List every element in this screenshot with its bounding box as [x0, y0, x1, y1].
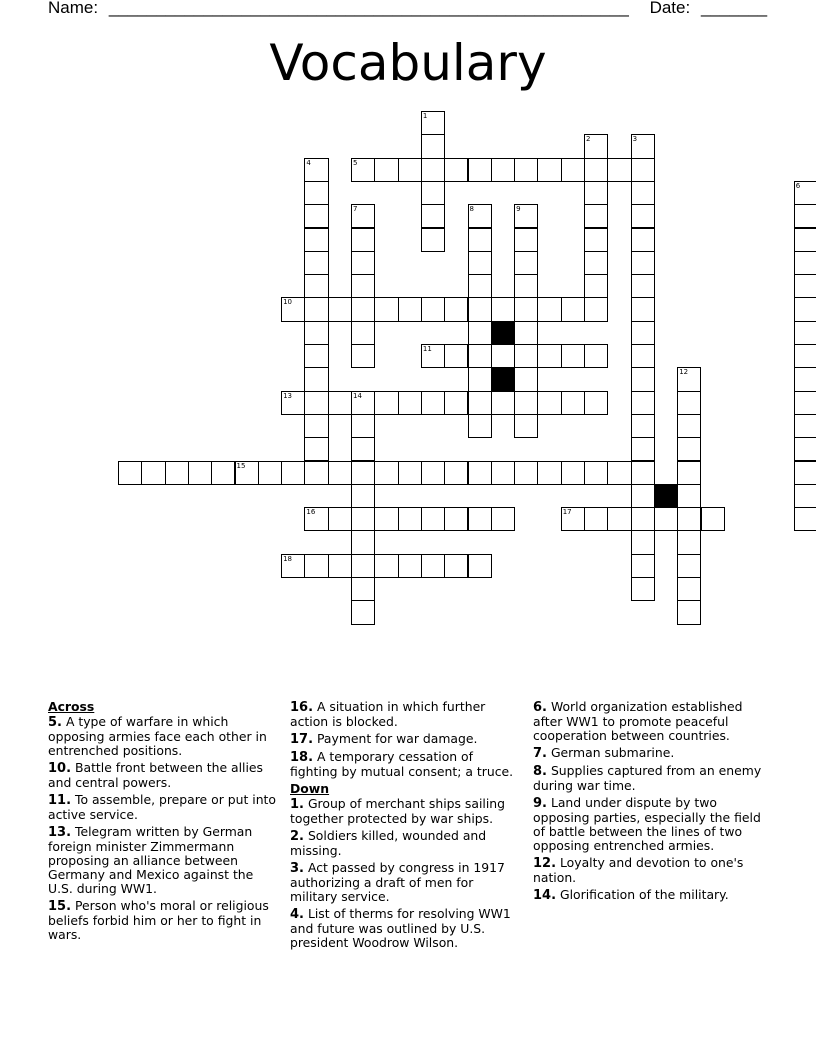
clue-column-2: [290, 700, 522, 953]
crossword-cell[interactable]: [468, 414, 492, 438]
crossword-cell[interactable]: [584, 391, 608, 415]
crossword-cell[interactable]: [677, 367, 701, 391]
clue-text: German submarine.: [550, 745, 675, 760]
crossword-cell[interactable]: [631, 554, 655, 578]
crossword-cell[interactable]: [654, 507, 678, 531]
clue-across-15: [48, 899, 276, 942]
page-title: Vocabulary: [269, 34, 547, 92]
crossword-cell[interactable]: [328, 391, 352, 415]
crossword-cell[interactable]: [281, 461, 305, 485]
crossword-cell[interactable]: [631, 437, 655, 461]
crossword-cell[interactable]: [304, 391, 328, 415]
clue-number-label: 6: [795, 181, 801, 190]
crossword-cell[interactable]: [794, 204, 816, 228]
crossword-cell[interactable]: [351, 321, 375, 345]
crossword-cell[interactable]: [584, 274, 608, 298]
crossword-cell[interactable]: [421, 228, 445, 252]
crossword-cell[interactable]: [351, 297, 375, 321]
clue-number: 7.: [533, 746, 547, 761]
clue-text: Telegram written by German foreign minister Zimmermann proposing an alliance between Germany and Mexico against the U.S. during WW1.: [48, 824, 254, 896]
crossword-cell[interactable]: [351, 274, 375, 298]
crossword-cell[interactable]: [304, 461, 328, 485]
crossword-cell[interactable]: [304, 507, 328, 531]
clue-number-label: 1: [422, 112, 428, 120]
clue-number: 12.: [533, 856, 557, 871]
crossword-cell[interactable]: [444, 158, 468, 182]
crossword-cell[interactable]: [304, 251, 328, 275]
crossword-cell[interactable]: [631, 391, 655, 415]
crossword-cell[interactable]: [211, 461, 235, 485]
crossword-cell[interactable]: [537, 297, 561, 321]
clue-down-12: [533, 856, 763, 885]
crossword-cell[interactable]: [514, 251, 538, 275]
crossword-cell[interactable]: [794, 251, 816, 275]
crossword-cell[interactable]: [561, 461, 585, 485]
crossword-cell[interactable]: [631, 134, 655, 158]
clue-across-11: [48, 793, 276, 822]
crossword-cell[interactable]: [677, 484, 701, 508]
crossword-cell[interactable]: [468, 204, 492, 228]
crossword-cell[interactable]: [304, 321, 328, 345]
clue-number: 14.: [533, 888, 557, 903]
crossword-cell[interactable]: [421, 111, 445, 135]
crossword-cell[interactable]: [351, 204, 375, 228]
clue-text: A situation in which further action is blocked.: [290, 699, 486, 729]
clue-text: Person who's moral or religious beliefs forbid him or her to fight in wars.: [48, 898, 269, 942]
crossword-cell[interactable]: [677, 577, 701, 601]
crossword-cell[interactable]: [561, 507, 585, 531]
crossword-cell[interactable]: [607, 461, 631, 485]
crossword-cell[interactable]: [304, 344, 328, 368]
clue-number: 15.: [48, 899, 72, 914]
crossword-cell[interactable]: [631, 461, 655, 485]
clue-number-label: 16: [306, 508, 316, 517]
crossword-cell[interactable]: [304, 554, 328, 578]
crossword-cell[interactable]: [794, 344, 816, 368]
crossword-cell[interactable]: [421, 554, 445, 578]
clue-text: List of therms for resolving WW1 and future was outlined by U.S. president Woodrow Wilson.: [290, 906, 511, 950]
clue-down-2: [290, 829, 522, 858]
crossword-cell[interactable]: [584, 461, 608, 485]
clue-across-16: [290, 700, 522, 729]
crossword-cell[interactable]: [794, 274, 816, 298]
crossword-cell[interactable]: [398, 507, 422, 531]
crossword-block: [491, 321, 515, 345]
across-heading: Across: [48, 699, 95, 714]
crossword-cell[interactable]: [188, 461, 212, 485]
crossword-cell[interactable]: [351, 158, 375, 182]
crossword-cell[interactable]: [491, 344, 515, 368]
crossword-cell[interactable]: [631, 414, 655, 438]
crossword-cell[interactable]: [631, 507, 655, 531]
crossword-cell[interactable]: [584, 228, 608, 252]
clue-number-label: 14: [353, 391, 362, 400]
clue-number: 4.: [290, 907, 304, 922]
clue-number: 11.: [48, 793, 72, 808]
crossword-cell[interactable]: [677, 414, 701, 438]
crossword-cell[interactable]: [631, 158, 655, 182]
clue-number-label: 11: [422, 345, 432, 353]
crossword-cell[interactable]: [514, 414, 538, 438]
clue-down-3: [290, 861, 522, 904]
clue-number-label: 9: [516, 205, 521, 214]
crossword-cell[interactable]: [304, 437, 328, 461]
crossword-cell[interactable]: [794, 437, 816, 461]
crossword-cell[interactable]: [584, 204, 608, 228]
crossword-cell[interactable]: [677, 530, 701, 554]
crossword-cell[interactable]: [398, 297, 422, 321]
crossword-cell[interactable]: [374, 158, 398, 182]
crossword-cell[interactable]: [421, 204, 445, 228]
crossword-cell[interactable]: [351, 414, 375, 438]
crossword-cell[interactable]: [677, 554, 701, 578]
clue-number-label: 5: [353, 158, 358, 167]
crossword-cell[interactable]: [677, 600, 701, 624]
crossword-cell[interactable]: [514, 274, 538, 298]
crossword-cell[interactable]: [584, 507, 608, 531]
crossword-cell[interactable]: [304, 367, 328, 391]
clue-text: Act passed by congress in 1917 authorizing a draft of men for military service.: [290, 860, 505, 904]
clue-down-14: [533, 888, 763, 903]
clue-number-label: 7: [353, 205, 358, 214]
crossword-block: [654, 484, 678, 508]
clue-text: A type of warfare in which opposing armies face each other in entrenched positions.: [48, 714, 267, 758]
clue-number-label: 8: [469, 205, 474, 214]
clue-number: 16.: [290, 700, 314, 715]
crossword-cell[interactable]: [468, 367, 492, 391]
crossword-cell[interactable]: [421, 158, 445, 182]
crossword-cell[interactable]: [351, 577, 375, 601]
crossword-cell[interactable]: [677, 391, 701, 415]
crossword-cell[interactable]: [374, 297, 398, 321]
clue-text: Glorification of the military.: [559, 887, 729, 902]
crossword-cell[interactable]: [141, 461, 165, 485]
crossword-cell[interactable]: [421, 391, 445, 415]
crossword-cell[interactable]: [514, 367, 538, 391]
name-line[interactable]: _______________________________________________________: [108, 0, 629, 17]
crossword-cell[interactable]: [374, 507, 398, 531]
crossword-cell[interactable]: [794, 461, 816, 485]
crossword-cell[interactable]: [561, 391, 585, 415]
clue-down-7: [533, 746, 763, 761]
clue-number-label: 2: [586, 135, 591, 144]
crossword-cell[interactable]: [514, 461, 538, 485]
crossword-cell[interactable]: [351, 461, 375, 485]
crossword-cell[interactable]: [514, 391, 538, 415]
crossword-cell[interactable]: [794, 414, 816, 438]
crossword-cell[interactable]: [468, 391, 492, 415]
crossword-cell[interactable]: [281, 391, 305, 415]
crossword-cell[interactable]: [514, 321, 538, 345]
clue-number: 1.: [290, 797, 304, 812]
crossword-cell[interactable]: [584, 134, 608, 158]
clue-column-1: [48, 700, 276, 945]
crossword-cell[interactable]: [794, 181, 816, 205]
clue-text: Supplies captured from an enemy during war time.: [533, 763, 762, 793]
crossword-cell[interactable]: [514, 228, 538, 252]
crossword-cell[interactable]: [351, 391, 375, 415]
crossword-cell[interactable]: [514, 158, 538, 182]
crossword-cell[interactable]: [468, 461, 492, 485]
crossword-cell[interactable]: [351, 507, 375, 531]
crossword-cell[interactable]: [304, 228, 328, 252]
crossword-cell[interactable]: [421, 134, 445, 158]
clue-number: 6.: [533, 700, 547, 715]
crossword-cell[interactable]: [421, 344, 445, 368]
crossword-cell[interactable]: [351, 530, 375, 554]
crossword-cell[interactable]: [304, 274, 328, 298]
crossword-cell[interactable]: [631, 367, 655, 391]
crossword-cell[interactable]: [561, 344, 585, 368]
clue-across-5: [48, 715, 276, 758]
crossword-cell[interactable]: [444, 507, 468, 531]
crossword-cell[interactable]: [537, 391, 561, 415]
crossword-cell[interactable]: [514, 204, 538, 228]
crossword-cell[interactable]: [561, 297, 585, 321]
crossword-cell[interactable]: [374, 391, 398, 415]
crossword-cell[interactable]: [468, 554, 492, 578]
crossword-cell[interactable]: [537, 461, 561, 485]
crossword-cell[interactable]: [514, 344, 538, 368]
clue-down-1: [290, 797, 522, 826]
crossword-cell[interactable]: [468, 297, 492, 321]
crossword-cell[interactable]: [631, 530, 655, 554]
clue-number-label: 3: [632, 135, 638, 144]
crossword-cell[interactable]: [468, 344, 492, 368]
crossword-cell[interactable]: [421, 507, 445, 531]
clue-text: A temporary cessation of fighting by mutual consent; a truce.: [290, 749, 514, 779]
crossword-cell[interactable]: [794, 484, 816, 508]
crossword-cell[interactable]: [794, 507, 816, 531]
crossword-cell[interactable]: [677, 437, 701, 461]
crossword-cell[interactable]: [701, 507, 725, 531]
clue-text: World organization established after WW1 to promote peaceful cooperation between countries.: [533, 699, 743, 743]
clue-down-8: [533, 764, 763, 793]
crossword-cell[interactable]: [118, 461, 142, 485]
clue-across-13: [48, 825, 276, 896]
crossword-cell[interactable]: [631, 204, 655, 228]
crossword-cell[interactable]: [794, 297, 816, 321]
clue-text: To assemble, prepare or put into active service.: [48, 792, 276, 822]
clue-number: 13.: [48, 825, 72, 840]
crossword-cell[interactable]: [677, 507, 701, 531]
crossword-cell[interactable]: [631, 297, 655, 321]
crossword-cell[interactable]: [351, 437, 375, 461]
crossword-cell[interactable]: [631, 344, 655, 368]
crossword-cell[interactable]: [444, 461, 468, 485]
clue-number: 9.: [533, 796, 547, 811]
crossword-cell[interactable]: [631, 321, 655, 345]
crossword-cell[interactable]: [794, 321, 816, 345]
crossword-cell[interactable]: [398, 554, 422, 578]
crossword-cell[interactable]: [351, 484, 375, 508]
crossword-cell[interactable]: [281, 297, 305, 321]
crossword-cell[interactable]: [631, 484, 655, 508]
crossword-cell[interactable]: [468, 158, 492, 182]
clue-number: 2.: [290, 829, 304, 844]
crossword-cell[interactable]: [468, 274, 492, 298]
clue-number-label: 4: [306, 158, 311, 167]
down-heading: Down: [290, 781, 330, 796]
crossword-cell[interactable]: [328, 507, 352, 531]
crossword-cell[interactable]: [351, 600, 375, 624]
crossword-cell[interactable]: [351, 251, 375, 275]
clue-text: Land under dispute by two opposing parties, especially the field of battle between the lines of two opposing entrenched armies.: [533, 795, 761, 853]
clue-number-label: 10: [283, 298, 293, 307]
crossword-cell[interactable]: [165, 461, 189, 485]
crossword-cell[interactable]: [304, 158, 328, 182]
crossword-cell[interactable]: [491, 158, 515, 182]
clue-number: 3.: [290, 861, 304, 876]
crossword-cell[interactable]: [304, 297, 328, 321]
crossword-cell[interactable]: [794, 391, 816, 415]
crossword-cell[interactable]: [444, 297, 468, 321]
clue-across-10: [48, 761, 276, 790]
crossword-cell[interactable]: [514, 297, 538, 321]
crossword-cell[interactable]: [328, 461, 352, 485]
crossword-cell[interactable]: [491, 297, 515, 321]
crossword-cell[interactable]: [607, 507, 631, 531]
clue-number: 10.: [48, 761, 72, 776]
crossword-cell[interactable]: [468, 507, 492, 531]
crossword-cell[interactable]: [421, 181, 445, 205]
crossword-cell[interactable]: [351, 554, 375, 578]
crossword-cell[interactable]: [328, 297, 352, 321]
clue-across-18: [290, 750, 522, 779]
crossword-cell[interactable]: [631, 577, 655, 601]
crossword-cell[interactable]: [374, 554, 398, 578]
crossword-cell[interactable]: [794, 228, 816, 252]
crossword-cell[interactable]: [374, 461, 398, 485]
crossword-cell[interactable]: [491, 507, 515, 531]
crossword-cell[interactable]: [444, 344, 468, 368]
clue-number-label: 15: [236, 461, 246, 470]
clue-across-17: [290, 732, 522, 747]
crossword-cell[interactable]: [584, 297, 608, 321]
crossword-cell[interactable]: [491, 391, 515, 415]
crossword-cell[interactable]: [351, 344, 375, 368]
clue-column-3: [533, 700, 763, 906]
crossword-cell[interactable]: [584, 158, 608, 182]
clue-down-6: [533, 700, 763, 743]
clue-down-4: [290, 907, 522, 950]
crossword-cell[interactable]: [631, 274, 655, 298]
crossword-cell[interactable]: [584, 344, 608, 368]
crossword-block: [491, 367, 515, 391]
clue-number-label: 17: [562, 508, 572, 517]
crossword-cell[interactable]: [491, 461, 515, 485]
crossword-cell[interactable]: [631, 251, 655, 275]
clue-number: 5.: [48, 715, 62, 730]
clue-number: 18.: [290, 750, 314, 765]
crossword-cell[interactable]: [421, 297, 445, 321]
clue-text: Soldiers killed, wounded and missing.: [290, 828, 487, 858]
clue-text: Battle front between the allies and central powers.: [48, 760, 264, 790]
date-label: Date:: [649, 0, 691, 17]
clue-down-9: [533, 796, 763, 853]
clue-number: 8.: [533, 764, 547, 779]
crossword-cell[interactable]: [398, 461, 422, 485]
clue-text: Payment for war damage.: [316, 731, 478, 746]
crossword-cell[interactable]: [328, 554, 352, 578]
clue-number-label: 18: [283, 554, 293, 563]
crossword-cell[interactable]: [258, 461, 282, 485]
crossword-cell[interactable]: [631, 228, 655, 252]
crossword-cell[interactable]: [281, 554, 305, 578]
crossword-cell[interactable]: [468, 228, 492, 252]
crossword-cell[interactable]: [444, 391, 468, 415]
clue-number-label: 12: [679, 368, 689, 377]
clue-number: 17.: [290, 732, 314, 747]
crossword-cell[interactable]: [794, 367, 816, 391]
clue-text: Group of merchant ships sailing together protected by war ships.: [290, 796, 506, 826]
clue-text: Loyalty and devotion to one's nation.: [533, 855, 744, 885]
crossword-cell[interactable]: [468, 321, 492, 345]
crossword-cell[interactable]: [677, 461, 701, 485]
crossword-cell[interactable]: [235, 461, 259, 485]
crossword-cell[interactable]: [607, 158, 631, 182]
date-line[interactable]: _______: [700, 0, 768, 17]
name-label: Name:: [48, 0, 99, 17]
crossword-cell[interactable]: [584, 181, 608, 205]
crossword-cell[interactable]: [351, 228, 375, 252]
crossword-cell[interactable]: [537, 344, 561, 368]
crossword-cell[interactable]: [537, 158, 561, 182]
crossword-cell[interactable]: [444, 554, 468, 578]
crossword-cell[interactable]: [398, 158, 422, 182]
crossword-cell[interactable]: [304, 414, 328, 438]
crossword-cell[interactable]: [468, 251, 492, 275]
clue-number-label: 13: [283, 391, 293, 400]
crossword-cell[interactable]: [398, 391, 422, 415]
crossword-cell[interactable]: [584, 251, 608, 275]
crossword-cell[interactable]: [304, 181, 328, 205]
crossword-cell[interactable]: [421, 461, 445, 485]
crossword-cell[interactable]: [561, 158, 585, 182]
crossword-cell[interactable]: [304, 204, 328, 228]
crossword-cell[interactable]: [631, 181, 655, 205]
